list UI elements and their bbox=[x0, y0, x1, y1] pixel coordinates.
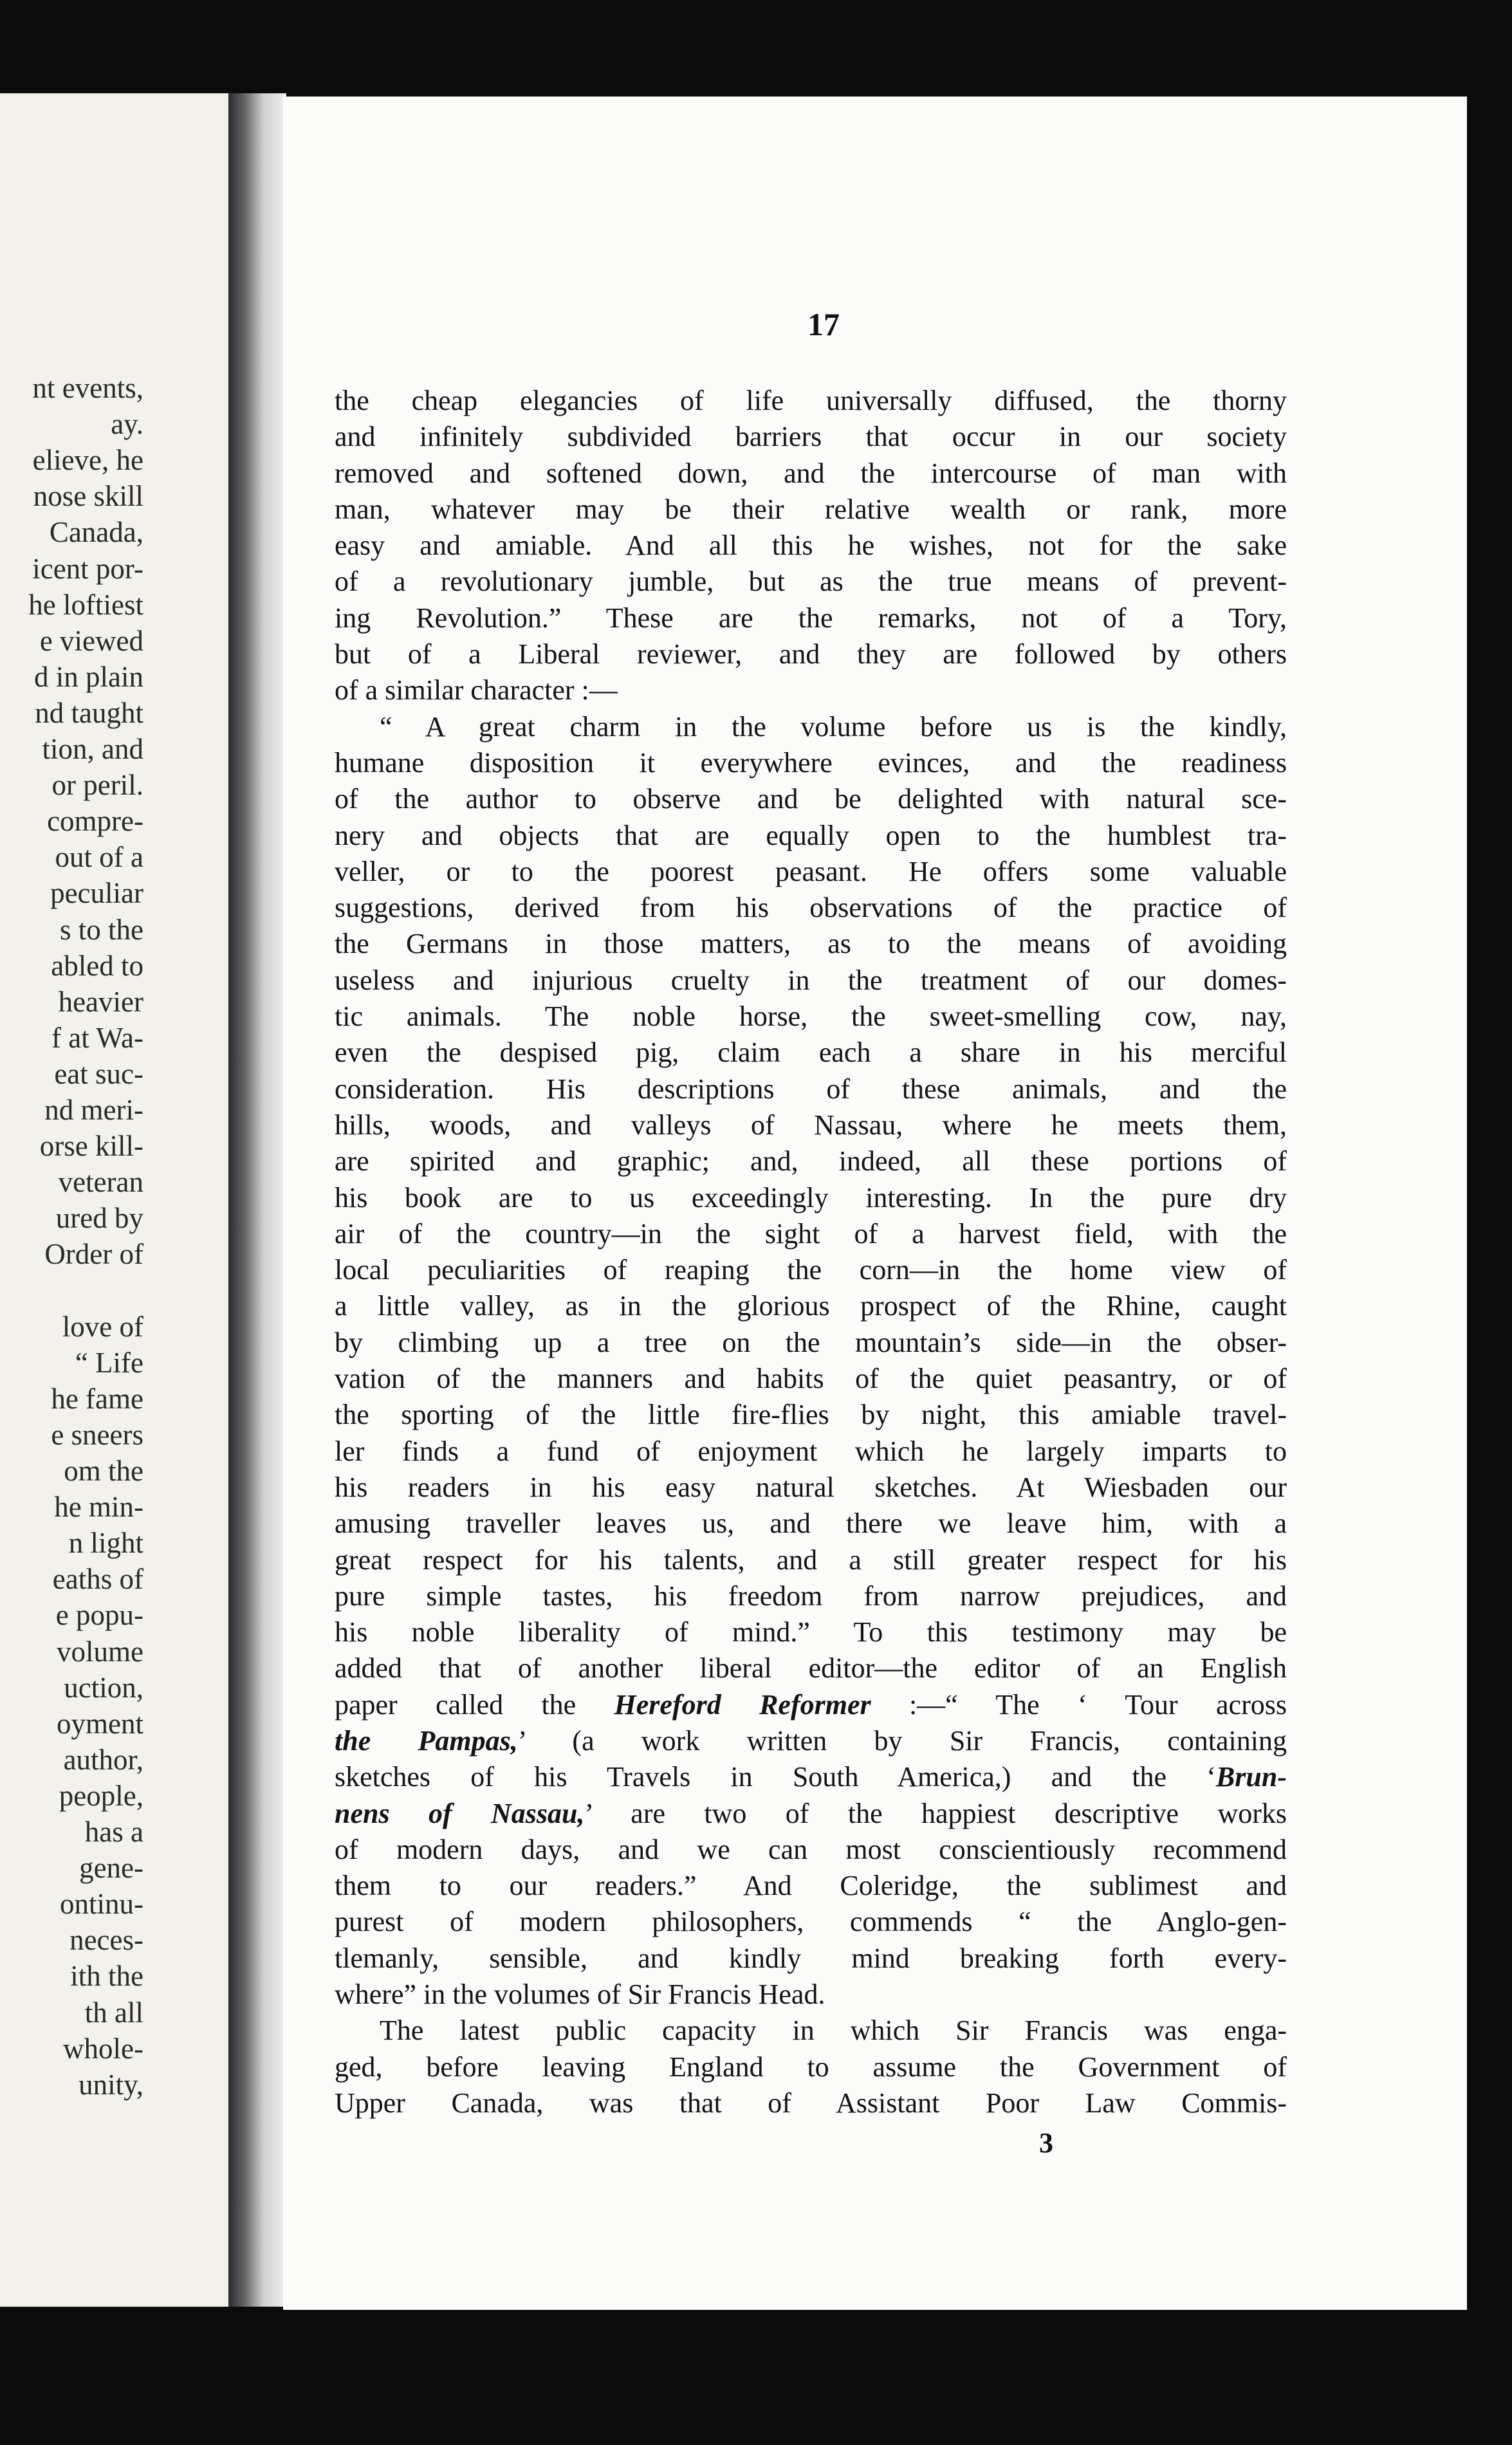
text-line bbox=[335, 963, 1287, 999]
text-line bbox=[335, 709, 1287, 745]
text-run: tic animals. The noble horse, the sweet-smelling cow, nay, bbox=[335, 1001, 1287, 1033]
text-run: by climbing up a tree on the mountain’s side—in the obser- bbox=[335, 1326, 1287, 1358]
left-page-line: s to the bbox=[60, 913, 143, 946]
text-line bbox=[335, 672, 1287, 708]
left-page-line: orse kill- bbox=[39, 1130, 143, 1163]
text-line bbox=[335, 528, 1287, 564]
text-line bbox=[335, 1397, 1287, 1433]
text-line bbox=[335, 1796, 1287, 1832]
left-page-line: d in plain bbox=[34, 660, 143, 693]
text-line bbox=[335, 745, 1287, 781]
text-line bbox=[335, 1325, 1287, 1361]
left-page-line: or peril. bbox=[51, 769, 143, 802]
left-page-line: f at Wa- bbox=[51, 1021, 143, 1054]
text-run: but of a Liberal reviewer, and they are followed by others bbox=[335, 638, 1287, 670]
italic-title: nens of Nassau, bbox=[335, 1797, 585, 1829]
page-number: 17 bbox=[807, 306, 840, 342]
text-run: his noble liberality of mind.” To this testimony may be bbox=[335, 1616, 1287, 1648]
text-line bbox=[335, 1143, 1287, 1179]
text-run: “ A great charm in the volume before us is the kindly, bbox=[380, 710, 1287, 743]
left-page-line: eat suc- bbox=[54, 1057, 143, 1090]
italic-title: the Pampas, bbox=[335, 1724, 518, 1757]
left-page-line: Canada, bbox=[49, 516, 143, 549]
text-line bbox=[335, 818, 1287, 854]
text-run: man, whatever may be their relative wealth or rank, more bbox=[335, 493, 1287, 525]
text-run: the sporting of the little fire-flies by night, this amiable travel- bbox=[335, 1399, 1287, 1431]
left-page-line: people, bbox=[59, 1779, 143, 1812]
left-page-line: elieve, he bbox=[32, 444, 143, 477]
left-page-line: icent por- bbox=[32, 552, 143, 585]
right-page bbox=[283, 97, 1467, 2310]
left-page-line: neces- bbox=[69, 1924, 143, 1957]
text-line bbox=[335, 1832, 1287, 1868]
book-gutter bbox=[228, 93, 286, 2307]
text-line bbox=[335, 854, 1287, 890]
text-line bbox=[335, 1361, 1287, 1397]
text-run: useless and injurious cruelty in the treatment of our domes- bbox=[335, 964, 1287, 996]
left-page-line: compre- bbox=[47, 805, 143, 838]
text-run: consideration. His descriptions of these animals, and the bbox=[335, 1073, 1287, 1105]
left-page-line: e viewed bbox=[39, 624, 143, 657]
left-page-line: has a bbox=[84, 1816, 143, 1848]
left-page-line: whole- bbox=[63, 2032, 143, 2065]
text-line bbox=[335, 564, 1287, 600]
text-line bbox=[335, 1723, 1287, 1759]
left-page-line: peculiar bbox=[50, 877, 143, 910]
left-page-line: ontinu- bbox=[60, 1888, 143, 1921]
text-line bbox=[335, 492, 1287, 528]
text-run: amusing traveller leaves us, and there we leave him, with a bbox=[335, 1508, 1287, 1540]
text-run: his book are to us exceedingly interesting. In the pure dry bbox=[335, 1181, 1287, 1213]
text-line bbox=[335, 2049, 1287, 2085]
text-line bbox=[335, 1578, 1287, 1614]
text-line bbox=[335, 600, 1287, 636]
text-run: The latest public capacity in which Sir Francis was enga- bbox=[380, 2015, 1287, 2047]
text-line bbox=[335, 1216, 1287, 1252]
left-page-line: author, bbox=[63, 1743, 143, 1776]
left-page-line: unity, bbox=[78, 2068, 143, 2101]
left-page-line: he fame bbox=[51, 1382, 143, 1415]
text-line bbox=[335, 1977, 1287, 2013]
text-run: veller, or to the poorest peasant. He offers some valuable bbox=[335, 855, 1287, 887]
text-run: even the despised pig, claim each a share in his merciful bbox=[335, 1037, 1287, 1069]
left-page-line: Order of bbox=[44, 1238, 143, 1271]
text-run: the Germans in those matters, as to the means of avoiding bbox=[335, 928, 1287, 960]
left-page-line: n light bbox=[68, 1527, 143, 1560]
left-page-line: e sneers bbox=[51, 1418, 143, 1451]
text-run: are spirited and graphic; and, indeed, all these portions of bbox=[335, 1145, 1287, 1177]
text-line bbox=[335, 1470, 1287, 1506]
text-run: nery and objects that are equally open to the humblest tra- bbox=[335, 819, 1287, 851]
text-run: air of the country—in the sight of a harvest field, with the bbox=[335, 1217, 1287, 1250]
text-run: and infinitely subdivided barriers that occur in our society bbox=[335, 421, 1287, 453]
text-run: humane disposition it everywhere evinces, and the readiness bbox=[335, 746, 1287, 779]
left-page-line: om the bbox=[64, 1455, 143, 1487]
text-run: hills, woods, and valleys of Nassau, where he meets them, bbox=[335, 1109, 1287, 1141]
text-run: Upper Canada, was that of Assistant Poor Law Commis- bbox=[335, 2087, 1287, 2119]
text-line bbox=[335, 926, 1287, 962]
text-run: added that of another liberal editor—the editor of an English bbox=[335, 1652, 1287, 1684]
text-run: tlemanly, sensible, and kindly mind breaking forth every- bbox=[335, 1942, 1287, 1974]
left-page-line: th all bbox=[84, 1996, 143, 2029]
text-run: ’ are two of the happiest descriptive works bbox=[584, 1797, 1287, 1829]
text-run: vation of the manners and habits of the quiet peasantry, or of bbox=[335, 1363, 1287, 1395]
text-run: local peculiarities of reaping the corn—in the home view of bbox=[335, 1254, 1287, 1286]
text-line bbox=[335, 636, 1287, 672]
text-line bbox=[335, 2013, 1287, 2049]
text-run: pure simple tastes, his freedom from narrow prejudices, and bbox=[335, 1580, 1287, 1612]
text-run: them to our readers.” And Coleridge, the sublimest and bbox=[335, 1870, 1287, 1902]
text-run: of a similar character :— bbox=[335, 674, 618, 706]
left-page-fragment bbox=[0, 93, 228, 2307]
text-line bbox=[335, 1434, 1287, 1470]
text-line bbox=[335, 1180, 1287, 1216]
text-run: great respect for his talents, and a still greater respect for his bbox=[335, 1544, 1287, 1576]
text-line bbox=[335, 456, 1287, 492]
text-line bbox=[335, 1904, 1287, 1940]
left-page-line: abled to bbox=[51, 949, 143, 982]
text-line bbox=[335, 1941, 1287, 1977]
left-page-line: gene- bbox=[79, 1852, 143, 1885]
text-run: the cheap elegancies of life universally diffused, the thorny bbox=[335, 385, 1287, 416]
italic-title: Hereford Reformer bbox=[614, 1688, 871, 1721]
text-line bbox=[335, 419, 1287, 455]
left-page-line: heavier bbox=[58, 985, 143, 1018]
text-run: purest of modern philosophers, commends “ the Anglo-gen- bbox=[335, 1906, 1287, 1938]
text-run: ler finds a fund of enjoyment which he largely imparts to bbox=[335, 1435, 1287, 1467]
text-line bbox=[335, 1868, 1287, 1904]
left-page-line: nd meri- bbox=[44, 1094, 143, 1126]
left-page-line: “ Life bbox=[75, 1346, 143, 1379]
left-page-line: out of a bbox=[55, 841, 143, 874]
text-line bbox=[335, 999, 1287, 1035]
text-run: easy and amiable. And all this he wishes, not for the sake bbox=[335, 530, 1287, 562]
left-page-line: he loftiest bbox=[28, 588, 143, 621]
left-page-line: oyment bbox=[57, 1707, 143, 1740]
text-run: ’ (a work written by Sir Francis, containing bbox=[517, 1724, 1287, 1757]
left-page-line: he min- bbox=[54, 1491, 143, 1524]
left-page-line: ith the bbox=[70, 1960, 143, 1993]
text-line bbox=[335, 1071, 1287, 1107]
text-line bbox=[335, 1542, 1287, 1578]
left-page-line: nd taught bbox=[35, 696, 143, 729]
left-page-line: nose skill bbox=[33, 480, 143, 513]
text-line bbox=[335, 1107, 1287, 1143]
text-run: a little valley, as in the glorious prospect of the Rhine, caught bbox=[335, 1290, 1287, 1322]
left-page-line: uction, bbox=[64, 1671, 143, 1704]
text-run: suggestions, derived from his observations of the practice of bbox=[335, 892, 1287, 924]
text-run: sketches of his Travels in South America,) and the ‘ bbox=[335, 1761, 1216, 1793]
text-run: his readers in his easy natural sketches. At Wiesbaden our bbox=[335, 1471, 1287, 1503]
text-run: ged, before leaving England to assume the Government of bbox=[335, 2051, 1287, 2083]
text-run: paper called the bbox=[335, 1688, 614, 1721]
left-page-line: eaths of bbox=[52, 1563, 143, 1596]
text-run: :—“ The ‘ Tour across bbox=[871, 1688, 1287, 1721]
left-page-line: love of bbox=[62, 1310, 143, 1343]
left-page-line: ay. bbox=[111, 408, 143, 441]
left-page-line: veteran bbox=[58, 1166, 143, 1199]
text-line bbox=[335, 1288, 1287, 1324]
text-line bbox=[335, 1650, 1287, 1686]
text-run: ing Revolution.” These are the remarks, not of a Tory, bbox=[335, 602, 1287, 634]
text-line bbox=[335, 1759, 1287, 1795]
text-line bbox=[335, 1035, 1287, 1071]
text-run: of modern days, and we can most conscientiously recommend bbox=[335, 1833, 1287, 1865]
italic-title: Brun- bbox=[1215, 1761, 1287, 1793]
left-page-line: e popu- bbox=[55, 1599, 143, 1632]
text-line bbox=[335, 890, 1287, 926]
text-line bbox=[335, 1506, 1287, 1542]
left-page-line: tion, and bbox=[42, 733, 143, 765]
text-line bbox=[335, 2085, 1287, 2121]
text-run: of the author to observe and be delighted with natural sce- bbox=[335, 783, 1287, 815]
text-line bbox=[335, 1687, 1287, 1723]
text-run: where” in the volumes of Sir Francis Head. bbox=[335, 1979, 825, 2011]
signature-mark: 3 bbox=[1039, 2127, 1053, 2159]
text-line bbox=[335, 1252, 1287, 1288]
left-page-line: ured by bbox=[55, 1202, 143, 1235]
left-page-line: nt events, bbox=[32, 372, 143, 404]
text-run: removed and softened down, and the intercourse of man with bbox=[335, 457, 1287, 489]
text-line bbox=[335, 1614, 1287, 1650]
text-run: of a revolutionary jumble, but as the true means of prevent- bbox=[335, 566, 1287, 598]
text-line bbox=[335, 781, 1287, 817]
left-page-line: volume bbox=[57, 1635, 143, 1668]
body-text bbox=[335, 383, 1287, 2121]
text-line bbox=[335, 383, 1287, 419]
